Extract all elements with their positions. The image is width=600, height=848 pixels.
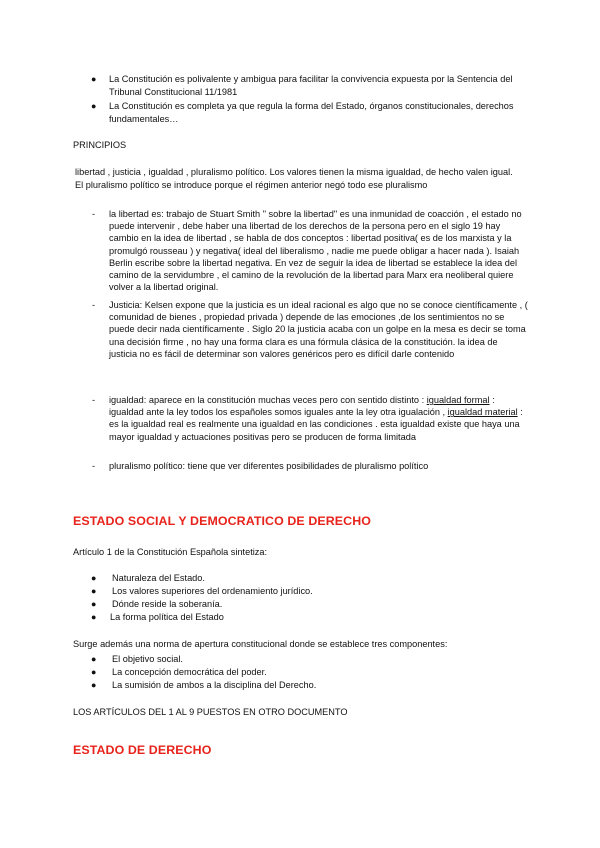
igualdad-material-term: igualdad material (447, 407, 518, 418)
articulo-bullet-1: Naturaleza del Estado. (112, 573, 205, 583)
heading-estado-social: ESTADO SOCIAL Y DEMOCRATICO DE DERECHO (73, 514, 371, 528)
igualdad-text-a: igualdad: aparece en la constitución muchas veces pero con sentido distinto : (109, 395, 425, 405)
bullet-icon: ● (91, 573, 97, 583)
componente-bullet-1: El objetivo social. (112, 654, 183, 664)
intro-bullet-1: La Constitución es polivalente y ambigua para facilitar la convivencia expuesta por la Sentencia del Tribunal Constitucional 11/1981 (109, 74, 513, 97)
justicia-paragraph: Justicia: Kelsen expone que la justicia es un ideal racional es algo que no se conoce científicamente , ( comunidad de bienes , propiedad privada ) depende de las emociones ,de los sentimientos no se puede decir nada científicamente . Siglo 20 la justicia acaba con un golpe en la mesa es decir se toma una decisión firme , no hay una forma clara es una fórmula clásica de la constitución. la idea de justicia no es fácil de determinar son valores genéricos pero es difícil darle contenido (109, 300, 528, 359)
bullet-icon: ● (91, 654, 97, 664)
pluralismo-paragraph: pluralismo político: tiene que ver diferentes posibilidades de pluralismo político (109, 461, 429, 471)
intro-bullet-2: La Constitución es completa ya que regula la forma del Estado, órganos constitucionales, derechos fundamentales… (109, 101, 514, 124)
principios-title: PRINCIPIOS (73, 140, 127, 150)
dash-marker: - (92, 209, 96, 219)
articulos-note: LOS ARTÍCULOS DEL 1 AL 9 PUESTOS EN OTRO DOCUMENTO (73, 707, 348, 717)
componente-bullet-2: La concepción democrática del poder. (112, 667, 267, 677)
heading-estado-derecho: ESTADO DE DERECHO (73, 743, 212, 757)
dash-marker: - (92, 461, 96, 471)
articulo-bullet-4: La forma política del Estado (110, 612, 224, 622)
igualdad-paragraph (109, 394, 528, 443)
dash-marker: - (92, 395, 96, 405)
bullet-icon: ● (91, 680, 97, 690)
igualdad-text-c: : es la igualdad real es realmente una igualdad en las condiciones . esta igualdad existe que haya una mayor igualdad y actuaciones positivas pero se producen de forma limitada (109, 407, 523, 442)
bullet-icon: ● (91, 599, 97, 609)
igualdad-formal-term: igualdad formal (426, 395, 490, 405)
bullet-icon: ● (91, 612, 97, 622)
bullet-icon: ● (91, 74, 97, 84)
igualdad-text-b: : igualdad ante la ley todos los españoles somos iguales ante la ley otra igualación , (109, 395, 495, 418)
articulo-1-intro: Artículo 1 de la Constitución Española sintetiza: (73, 547, 268, 557)
dash-marker: - (92, 300, 96, 310)
articulo-bullet-2: Los valores superiores del ordenamiento jurídico. (112, 586, 313, 596)
bullet-icon: ● (91, 101, 97, 111)
libertad-paragraph: la libertad es: trabajo de Stuart Smith " sobre la libertad" es una inmunidad de coacción , el estado no puede intervenir , debe haber una libertad de los derechos de la persona pero en el siglo 19 hay cambio en la idea de libertad , se habla de dos conceptos : libertad positiva( es de los marxista y la promulgó rousseau ) y negativa( ideal del liberalismo , nadie me puede obligar a hacer nada ). Isaiah Berlin escribe sobre la libertad negativa. En vez de seguir la idea de libertad se establece la idea del camino de la servidumbre , el camino de la revolución de la libertad para Marx era neoliberal quiere volver a la libertad original. (109, 209, 522, 293)
bullet-icon: ● (91, 667, 97, 677)
componente-bullet-3: La sumisión de ambos a la disciplina del Derecho. (112, 680, 317, 690)
bullet-icon: ● (91, 586, 97, 596)
principios-paragraph: libertad , justicia , igualdad , pluralismo político. Los valores tienen la misma igualdad, de hecho valen igual. El pluralismo político se introduce porque el régimen anterior negó todo ese pluralismo (75, 167, 513, 190)
articulo-bullet-3: Dónde reside la soberanía. (112, 599, 223, 609)
surge-paragraph: Surge además una norma de apertura constitucional donde se establece tres componentes: (73, 639, 448, 649)
